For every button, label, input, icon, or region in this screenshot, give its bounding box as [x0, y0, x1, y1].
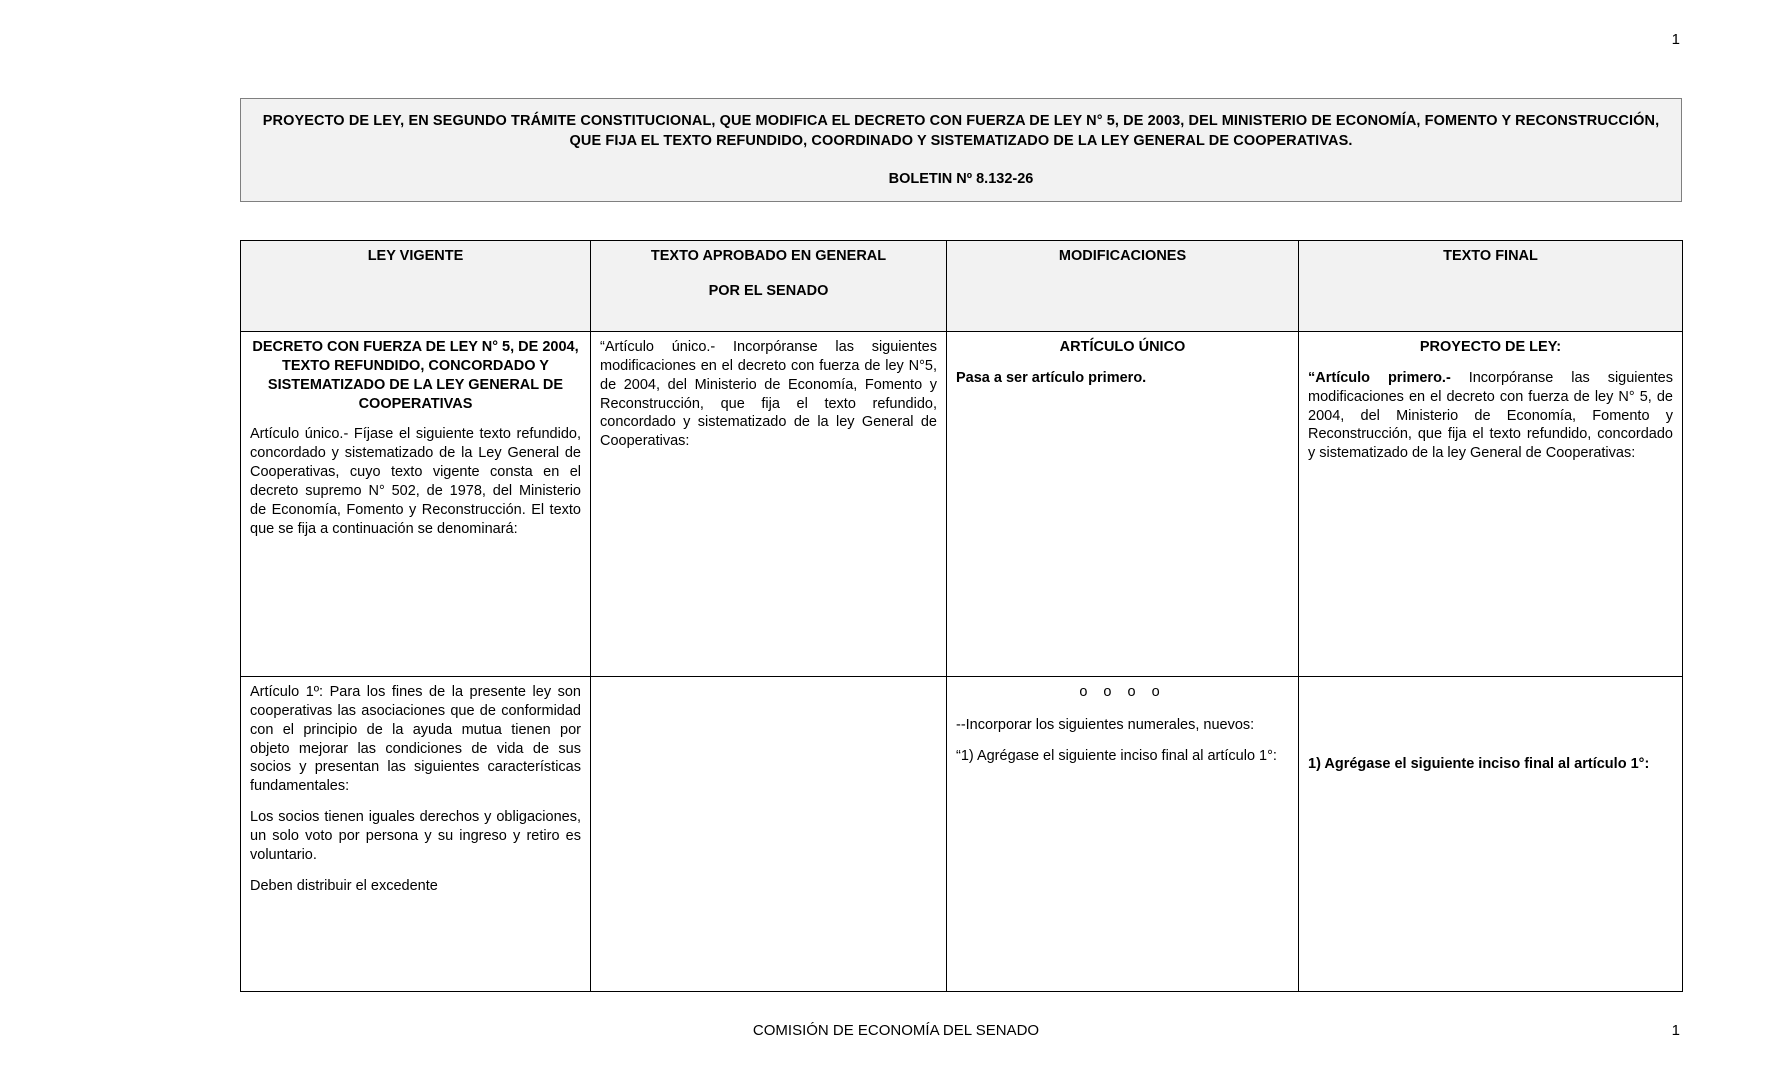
column-header-texto-final: TEXTO FINAL — [1299, 241, 1683, 332]
cell-texto-aprobado-2 — [591, 677, 947, 992]
dfl-heading: DECRETO CON FUERZA DE LEY N° 5, DE 2004, TEXTO REFUNDIDO, CONCORDADO Y SISTEMATIZADO DE LA LEY GENERAL DE COOPERATIVAS — [252, 339, 579, 412]
texto-aprobado-articulo-unico: “Artículo único.- Incorpóranse las siguientes modificaciones en el decreto con fuerza de ley N°5, de 2004, del Ministerio de Economía, Fomento y Reconstrucción, que fija el texto refundido, concordado y sistematizado de la ley General de Cooperativas: — [600, 339, 937, 450]
column-header-texto-aprobado-line2: POR EL SENADO — [708, 282, 829, 299]
document-title-box — [240, 98, 1682, 202]
cell-modificaciones-1 — [947, 332, 1299, 677]
cell-ley-vigente-2 — [241, 677, 591, 992]
table-row — [241, 677, 1683, 992]
cell-ley-vigente-1 — [241, 332, 591, 677]
articulo-1-parrafo-3: Deben distribuir el excedente — [250, 877, 438, 894]
page-number-top: 1 — [1671, 31, 1680, 48]
footer-page-number: 1 — [1671, 1022, 1680, 1039]
cell-texto-final-1 — [1299, 332, 1683, 677]
modificacion-numeral-1: “1) Agrégase el siguiente inciso final al artículo 1°: — [956, 747, 1277, 764]
modificacion-incorporar-numerales: --Incorporar los siguientes numerales, nuevos: — [956, 716, 1255, 733]
footer-text: COMISIÓN DE ECONOMÍA DEL SENADO — [752, 1022, 1040, 1039]
articulo-1-parrafo-2: Los socios tienen iguales derechos y obligaciones, un solo voto por persona y su ingreso y retiro es voluntario. — [250, 809, 581, 863]
articulo-1-parrafo-1: Artículo 1º: Para los fines de la presente ley son cooperativas las asociaciones que de conformidad con el principio de la ayuda mutua tienen por objeto mejorar las condiciones de vida de sus socios y presentan las siguientes características fundamentales: — [250, 684, 581, 795]
spacer — [1308, 719, 1673, 731]
spacer — [1308, 707, 1673, 719]
column-header-texto-aprobado-line1: TEXTO APROBADO EN GENERAL — [650, 248, 887, 264]
modificacion-articulo-unico-heading: ARTÍCULO ÚNICO — [1059, 339, 1186, 355]
boletin-number: BOLETIN Nº 8.132-26 — [888, 171, 1034, 187]
texto-final-articulo-primero — [1308, 369, 1673, 463]
texto-final-articulo-primero-body: Incorpóranse las siguientes modificaciones en el decreto con fuerza de ley N° 5, de 2004, del Ministerio de Economía, Fomento y Reconstrucción, que fija el texto refundido, concordado y sistematizado de la ley General de Cooperativas: — [1308, 369, 1673, 462]
document-title: PROYECTO DE LEY, EN SEGUNDO TRÁMITE CONSTITUCIONAL, QUE MODIFICA EL DECRETO CON FUERZA DE LEY N° 5, DE 2003, DEL MINISTERIO DE ECONOMÍA, FOMENTO Y RECONSTRUCCIÓN, QUE FIJA EL TEXTO REFUNDIDO, COORDINADO Y SISTEMATIZADO DE LA LEY GENERAL DE COOPERATIVAS. — [262, 113, 1660, 149]
separador-oooo: o o o o — [1079, 684, 1166, 700]
spacer — [1308, 743, 1673, 755]
table-row — [241, 332, 1683, 677]
dfl-articulo-unico-text: Artículo único.- Fíjase el siguiente texto refundido, concordado y sistematizado de la Ley General de Cooperativas, cuyo texto vigente consta en el decreto supremo N° 502, de 1978, del Ministerio de Economía, Fomento y Reconstrucción. El texto que se fija a continuación se denominará: — [250, 426, 581, 537]
spacer — [1308, 695, 1673, 707]
column-header-ley-vigente: LEY VIGENTE — [241, 241, 591, 332]
modificacion-pasa-a-ser: Pasa a ser artículo primero. — [956, 369, 1147, 386]
table-header-row — [241, 241, 1683, 332]
cell-texto-final-2 — [1299, 677, 1683, 992]
cell-texto-aprobado-1 — [591, 332, 947, 677]
texto-final-articulo-primero-lead: “Artículo primero.- — [1308, 369, 1451, 386]
comparison-table — [240, 240, 1683, 992]
spacer — [1308, 683, 1673, 695]
column-header-texto-aprobado — [591, 241, 947, 332]
spacer — [1308, 731, 1673, 743]
texto-final-proyecto-heading: PROYECTO DE LEY: — [1419, 339, 1562, 355]
texto-final-numeral-1: 1) Agrégase el siguiente inciso final al artículo 1°: — [1308, 756, 1650, 772]
cell-modificaciones-2 — [947, 677, 1299, 992]
column-header-modificaciones: MODIFICACIONES — [947, 241, 1299, 332]
